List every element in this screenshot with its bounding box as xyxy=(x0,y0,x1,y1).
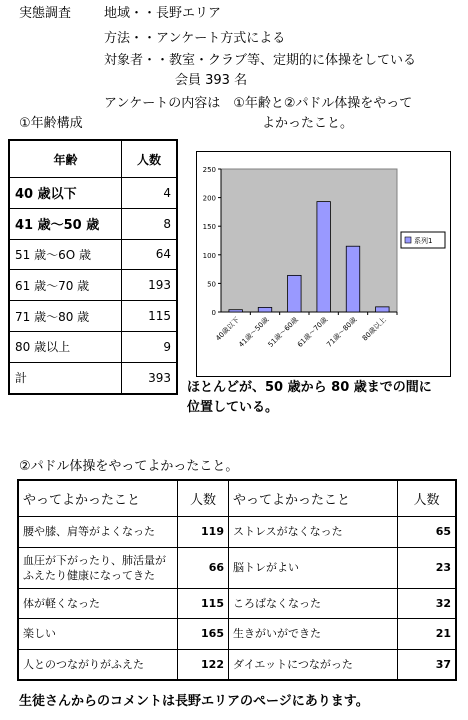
footer-comment: 生徒さんからのコメントは長野エリアのページにあります。 xyxy=(19,694,369,709)
col-count-right: 人数 xyxy=(398,480,457,517)
total-count: 393 xyxy=(122,362,178,393)
benefit-count: 115 xyxy=(178,588,229,619)
table-row xyxy=(9,208,177,239)
survey-region: 地域・・長野エリア xyxy=(104,6,222,21)
bar xyxy=(229,310,242,312)
benefit-table xyxy=(17,479,457,681)
x-tick-label: 51歳～60歳 xyxy=(266,315,300,349)
benefit-count: 32 xyxy=(398,588,457,619)
y-tick-label: 150 xyxy=(202,223,216,232)
age-label: 40 歳以下 xyxy=(9,178,122,209)
age-count: 9 xyxy=(122,331,178,362)
age-table xyxy=(8,139,178,395)
table-row xyxy=(9,178,177,209)
age-label: 71 歳～80 歳 xyxy=(9,301,122,332)
age-label: 61 歳～70 歳 xyxy=(9,270,122,301)
survey-members: 会員 393 名 xyxy=(175,73,248,88)
col-age: 年齢 xyxy=(9,140,122,178)
table-row xyxy=(18,619,456,650)
chart-caption-line1: ほとんどが、50 歳から 80 歳までの間に xyxy=(187,380,432,395)
age-count: 193 xyxy=(122,270,178,301)
bar xyxy=(258,307,271,312)
bar xyxy=(346,246,359,312)
x-tick-label: 80歳以上 xyxy=(360,315,388,343)
age-label: 51 歳～6O 歳 xyxy=(9,239,122,270)
table-row xyxy=(18,517,456,548)
chart-caption-line2: 位置している。 xyxy=(187,400,279,415)
age-label: 80 歳以上 xyxy=(9,331,122,362)
age-count: 64 xyxy=(122,239,178,270)
total-label: 計 xyxy=(9,362,122,393)
benefit-item: 腰や膝、肩等がよくなった xyxy=(18,517,178,548)
bar xyxy=(317,202,330,312)
survey-target: 対象者・・教室・クラブ等、定期的に体操をしている xyxy=(104,53,417,68)
y-tick-label: 0 xyxy=(211,309,216,317)
plot-area xyxy=(221,169,397,312)
x-tick-label: 40歳以下 xyxy=(214,315,242,343)
benefit-count: 165 xyxy=(178,619,229,650)
x-tick-label: 71歳～80歳 xyxy=(325,315,359,349)
chart-svg xyxy=(197,152,450,376)
benefit-item: 脳トレがよい xyxy=(229,547,398,588)
benefit-item: 生きがいができた xyxy=(229,619,398,650)
benefit-item: ストレスがなくなった xyxy=(229,517,398,548)
survey-content: アンケートの内容は ①年齢と②パドル体操をやって xyxy=(104,96,413,111)
chart-caption xyxy=(187,378,432,418)
benefit-count: 119 xyxy=(178,517,229,548)
bar xyxy=(376,307,389,312)
x-tick-label: 61歳～70歳 xyxy=(295,315,330,349)
benefit-item: 人とのつながりがふえた xyxy=(18,649,178,680)
y-tick-label: 250 xyxy=(202,166,216,174)
table-row xyxy=(9,301,177,332)
benefit-section-title: ②パドル体操をやってよかったこと。 xyxy=(19,459,239,474)
age-label: 41 歳～50 歳 xyxy=(9,208,122,239)
table-row xyxy=(9,270,177,301)
legend-swatch xyxy=(405,237,411,243)
legend-label: 系列1 xyxy=(414,237,433,245)
y-tick-label: 50 xyxy=(207,280,216,289)
col-item-left: やってよかったこと xyxy=(18,480,178,517)
benefit-count: 23 xyxy=(398,547,457,588)
benefit-count: 21 xyxy=(398,619,457,650)
benefit-count: 122 xyxy=(178,649,229,680)
age-count: 8 xyxy=(122,208,178,239)
survey-content-cont: よかったこと。 xyxy=(262,116,354,131)
table-row xyxy=(9,331,177,362)
benefit-table-header xyxy=(18,480,456,517)
y-tick-label: 200 xyxy=(202,194,216,203)
benefit-count: 37 xyxy=(398,649,457,680)
benefit-item: 体が軽くなった xyxy=(18,588,178,619)
col-item-right: やってよかったこと xyxy=(229,480,398,517)
bar xyxy=(288,275,301,312)
age-section-title: ①年齢構成 xyxy=(19,116,83,131)
table-row xyxy=(18,588,456,619)
y-tick-label: 100 xyxy=(202,251,216,260)
benefit-item: ころばなくなった xyxy=(229,588,398,619)
x-tick-label: 41歳～50歳 xyxy=(237,315,271,349)
col-count-left: 人数 xyxy=(178,480,229,517)
table-row-total xyxy=(9,362,177,393)
benefit-item: ダイエットにつながった xyxy=(229,649,398,680)
benefit-count: 66 xyxy=(178,547,229,588)
benefit-item: 血圧が下がったり、肺活量がふえたり健康になってきた xyxy=(18,547,178,588)
age-count: 115 xyxy=(122,301,178,332)
benefit-item: 楽しい xyxy=(18,619,178,650)
table-row xyxy=(9,239,177,270)
survey-method: 方法・・アンケート方式による xyxy=(104,31,286,46)
age-bar-chart xyxy=(196,151,451,377)
survey-label: 実態調査 xyxy=(19,6,72,21)
table-row xyxy=(18,547,456,588)
age-table-header xyxy=(9,140,177,178)
col-count: 人数 xyxy=(122,140,178,178)
benefit-count: 65 xyxy=(398,517,457,548)
age-count: 4 xyxy=(122,178,178,209)
table-row xyxy=(18,649,456,680)
